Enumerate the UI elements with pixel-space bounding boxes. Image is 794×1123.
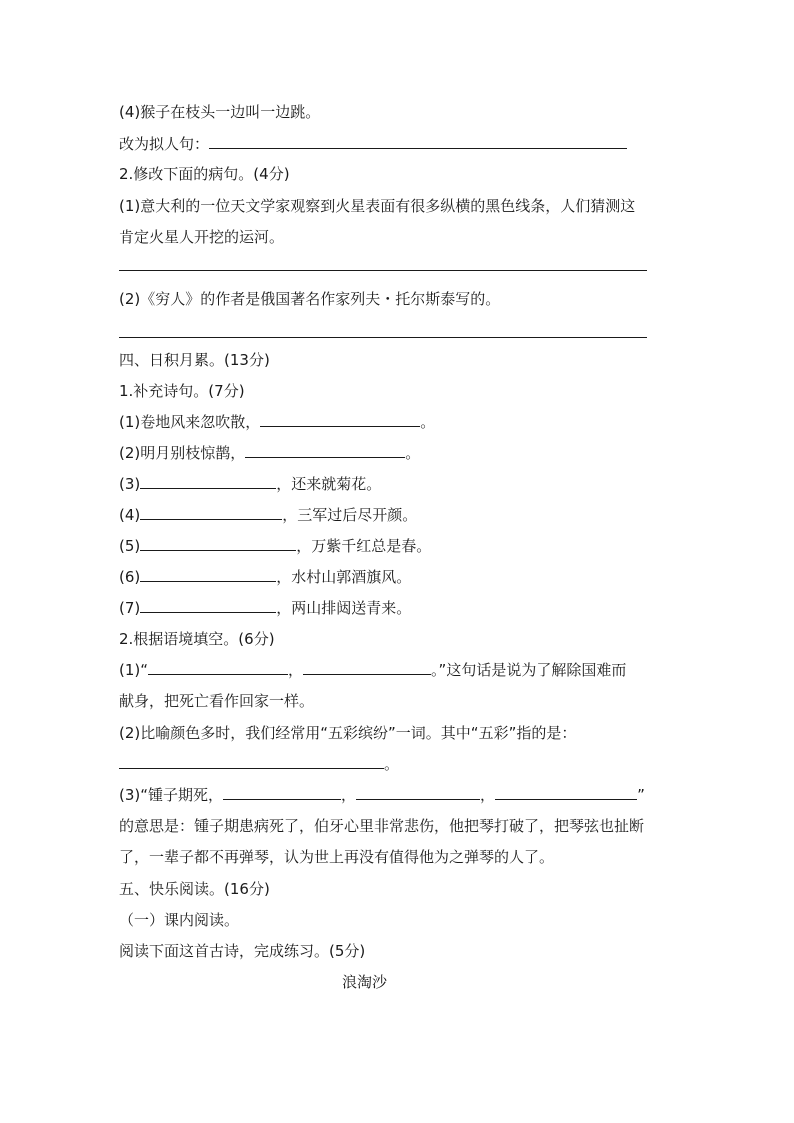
answer-blank[interactable] [260,412,420,427]
question-4-item: (4)猴子在枝头一边叫一边跳。 [119,103,321,121]
section-4-heading: 四、日积月累。(13分) [119,351,270,369]
answer-line-1[interactable] [119,270,647,271]
context-item-2: (2)比喻颜色多时，我们经常用“五彩缤纷”一词。其中“五彩”指的是： [119,724,577,742]
answer-blank[interactable] [140,505,282,520]
poem-fill-heading: 1.补充诗句。(7分) [119,382,245,400]
section-correct-sentences: 2.修改下面的病句。(4分) [119,165,290,183]
sick-sentence-1-cont: 肯定火星人开挖的运河。 [119,228,285,246]
context-item-1: (1)“ ， 。”这句话是说为了解除国难而 [119,661,627,679]
answer-blank[interactable] [140,567,276,582]
context-fill-heading: 2.根据语境填空。(6分) [119,630,275,648]
personification-prompt [119,134,627,154]
answer-blank[interactable] [495,785,637,800]
poem-line-3: (3) ，还来就菊花。 [119,475,382,493]
answer-blank[interactable] [223,785,341,800]
answer-blank[interactable] [148,660,288,675]
context-item-1-cont: 献身，把死亡看作回家一样。 [119,692,315,710]
context-item-3-meaning: 的意思是：锺子期患病死了，伯牙心里非常悲伤，他把琴打破了，把琴弦也扯断 [119,817,645,835]
answer-blank[interactable] [245,443,405,458]
context-item-2-answer: 。 [119,754,399,774]
answer-blank[interactable] [140,474,276,489]
poem-line-4: (4) ，三军过后尽开颜。 [119,506,418,524]
section-5-heading: 五、快乐阅读。(16分) [119,880,270,898]
answer-blank[interactable] [140,536,296,551]
in-class-reading-heading: （一）课内阅读。 [119,911,240,929]
answer-line-2[interactable] [119,337,647,338]
answer-blank[interactable] [119,754,384,769]
answer-blank[interactable] [140,598,276,613]
poem-line-7: (7) ，两山排闼送青来。 [119,599,412,617]
context-item-3-meaning-cont: 了，一辈子都不再弹琴，认为世上再没有值得他为之弹琴的人了。 [119,848,555,866]
context-item-3: (3)“锺子期死， ， ， ” [119,786,645,804]
sick-sentence-1: (1)意大利的一位天文学家观察到火星表面有很多纵横的黑色线条，人们猜测这 [119,197,636,215]
poem-title: 浪淘沙 [342,973,388,991]
answer-blank[interactable] [303,660,431,675]
answer-blank[interactable] [356,785,480,800]
poem-line-1: (1)卷地风来忽吹散， 。 [119,413,436,431]
answer-blank[interactable] [209,134,627,149]
reading-instruction: 阅读下面这首古诗，完成练习。(5分) [119,942,366,960]
poem-line-2: (2)明月别枝惊鹊， 。 [119,444,421,462]
poem-line-5: (5) ，万紫千红总是春。 [119,537,432,555]
sick-sentence-2: (2)《穷人》的作者是俄国著名作家列夫・托尔斯泰写的。 [119,290,501,308]
personification-label: 改为拟人句： [119,135,210,153]
poem-line-6: (6) ，水村山郭酒旗风。 [119,568,412,586]
